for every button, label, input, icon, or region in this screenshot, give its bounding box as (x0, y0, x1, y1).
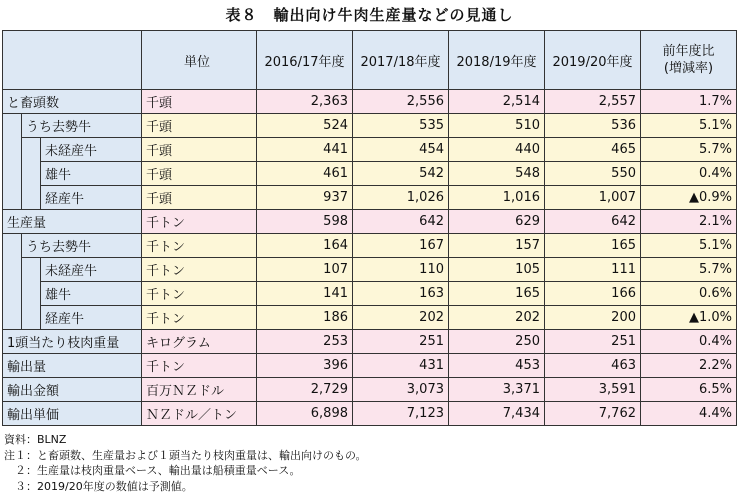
table-row (3, 258, 737, 282)
row-label: と畜頭数 (3, 90, 142, 114)
yoy-cell: 5.1% (641, 234, 737, 258)
value-cell: 642 (353, 210, 449, 234)
yoy-cell: 6.5% (641, 378, 737, 402)
row-label: 未経産牛 (41, 138, 142, 162)
unit-cell: 千トン (142, 234, 257, 258)
unit-cell: 千頭 (142, 90, 257, 114)
table-row (3, 114, 737, 138)
indent-spacer (22, 258, 41, 330)
value-cell: 2,729 (257, 378, 353, 402)
value-cell: 461 (257, 162, 353, 186)
yoy-cell: 0.4% (641, 330, 737, 354)
value-cell: 186 (257, 306, 353, 330)
yoy-header-line2: (増減率) (663, 61, 714, 76)
value-cell: 163 (353, 282, 449, 306)
footnote: ３：2019/20年度の数値は予測値。 (4, 479, 193, 493)
value-cell: 165 (545, 234, 641, 258)
value-cell: 642 (545, 210, 641, 234)
yoy-cell: ▲0.9% (641, 186, 737, 210)
row-label: 雄牛 (41, 162, 142, 186)
indent-spacer (3, 114, 22, 210)
table-row (3, 186, 737, 210)
row-label: 輸出単価 (3, 402, 142, 426)
row-label: 生産量 (3, 210, 142, 234)
unit-cell: 千頭 (142, 162, 257, 186)
year-header: 2017/18年度 (353, 31, 449, 90)
value-cell: 465 (545, 138, 641, 162)
unit-cell: 千トン (142, 282, 257, 306)
value-cell: 1,007 (545, 186, 641, 210)
value-cell: 536 (545, 114, 641, 138)
table-row (3, 210, 737, 234)
footnote: 注１：と畜頭数、生産量および１頭当たり枝肉重量は、輸出向けのもの。 (4, 448, 367, 462)
value-cell: 598 (257, 210, 353, 234)
value-cell: 107 (257, 258, 353, 282)
value-cell: 166 (545, 282, 641, 306)
yoy-cell: ▲1.0% (641, 306, 737, 330)
table-row (3, 330, 737, 354)
table-row (3, 234, 737, 258)
yoy-cell: 2.1% (641, 210, 737, 234)
row-label: 輸出量 (3, 354, 142, 378)
value-cell: 202 (449, 306, 545, 330)
value-cell: 542 (353, 162, 449, 186)
value-cell: 2,556 (353, 90, 449, 114)
value-cell: 3,371 (449, 378, 545, 402)
yoy-cell: 4.4% (641, 402, 737, 426)
unit-cell: 千トン (142, 354, 257, 378)
value-cell: 2,557 (545, 90, 641, 114)
unit-cell: 百万ＮＺドル (142, 378, 257, 402)
value-cell: 250 (449, 330, 545, 354)
value-cell: 454 (353, 138, 449, 162)
value-cell: 548 (449, 162, 545, 186)
value-cell: 7,434 (449, 402, 545, 426)
row-label: 未経産牛 (41, 258, 142, 282)
row-label: 経産牛 (41, 186, 142, 210)
table-row (3, 138, 737, 162)
row-label: うち去勢牛 (22, 234, 142, 258)
value-cell: 2,363 (257, 90, 353, 114)
yoy-cell: 1.7% (641, 90, 737, 114)
table-row (3, 90, 737, 114)
table-row (3, 378, 737, 402)
year-header: 2018/19年度 (449, 31, 545, 90)
value-cell: 1,026 (353, 186, 449, 210)
row-label: 1頭当たり枝肉重量 (3, 330, 142, 354)
yoy-cell: 2.2% (641, 354, 737, 378)
forecast-table (2, 30, 737, 426)
unit-cell: 千頭 (142, 186, 257, 210)
value-cell: 431 (353, 354, 449, 378)
value-cell: 200 (545, 306, 641, 330)
value-cell: 510 (449, 114, 545, 138)
value-cell: 3,591 (545, 378, 641, 402)
value-cell: 396 (257, 354, 353, 378)
yoy-cell: 0.6% (641, 282, 737, 306)
unit-cell: 千トン (142, 210, 257, 234)
value-cell: 453 (449, 354, 545, 378)
value-cell: 535 (353, 114, 449, 138)
value-cell: 629 (449, 210, 545, 234)
value-cell: 7,762 (545, 402, 641, 426)
value-cell: 937 (257, 186, 353, 210)
row-label: 輸出金額 (3, 378, 142, 402)
value-cell: 3,073 (353, 378, 449, 402)
yoy-cell: 0.4% (641, 162, 737, 186)
value-cell: 165 (449, 282, 545, 306)
table-row (3, 306, 737, 330)
yoy-cell: 5.1% (641, 114, 737, 138)
value-cell: 7,123 (353, 402, 449, 426)
table-row (3, 282, 737, 306)
yoy-cell: 5.7% (641, 138, 737, 162)
value-cell: 141 (257, 282, 353, 306)
table-title: 表８ 輸出向け牛肉生産量などの見通し (225, 6, 514, 24)
value-cell: 251 (545, 330, 641, 354)
unit-cell: キログラム (142, 330, 257, 354)
unit-cell: 千頭 (142, 114, 257, 138)
value-cell: 2,514 (449, 90, 545, 114)
value-cell: 251 (353, 330, 449, 354)
footnote: ２：生産量は枝肉重量ベース、輸出量は船積重量ベース。 (4, 464, 301, 477)
indent-spacer (3, 234, 22, 330)
row-label: 雄牛 (41, 282, 142, 306)
source-note: 資料：BLNZ (4, 433, 67, 446)
year-header: 2019/20年度 (545, 31, 641, 90)
value-cell: 111 (545, 258, 641, 282)
table-row (3, 402, 737, 426)
row-label-header (3, 31, 142, 90)
value-cell: 463 (545, 354, 641, 378)
yoy-cell: 5.7% (641, 258, 737, 282)
value-cell: 441 (257, 138, 353, 162)
table-row (3, 162, 737, 186)
row-label: うち去勢牛 (22, 114, 142, 138)
value-cell: 167 (353, 234, 449, 258)
unit-cell: 千トン (142, 258, 257, 282)
value-cell: 550 (545, 162, 641, 186)
value-cell: 6,898 (257, 402, 353, 426)
notes (4, 432, 367, 494)
value-cell: 524 (257, 114, 353, 138)
value-cell: 202 (353, 306, 449, 330)
value-cell: 164 (257, 234, 353, 258)
header-row (3, 31, 737, 90)
unit-cell: ＮＺドル／トン (142, 402, 257, 426)
unit-header: 単位 (142, 31, 257, 90)
table-row (3, 354, 737, 378)
value-cell: 105 (449, 258, 545, 282)
unit-cell: 千トン (142, 306, 257, 330)
unit-cell: 千頭 (142, 138, 257, 162)
value-cell: 110 (353, 258, 449, 282)
value-cell: 157 (449, 234, 545, 258)
value-cell: 1,016 (449, 186, 545, 210)
yoy-header (641, 31, 737, 90)
year-header: 2016/17年度 (257, 31, 353, 90)
row-label: 経産牛 (41, 306, 142, 330)
indent-spacer (22, 138, 41, 210)
value-cell: 440 (449, 138, 545, 162)
value-cell: 253 (257, 330, 353, 354)
yoy-header-line1: 前年度比 (662, 44, 715, 59)
